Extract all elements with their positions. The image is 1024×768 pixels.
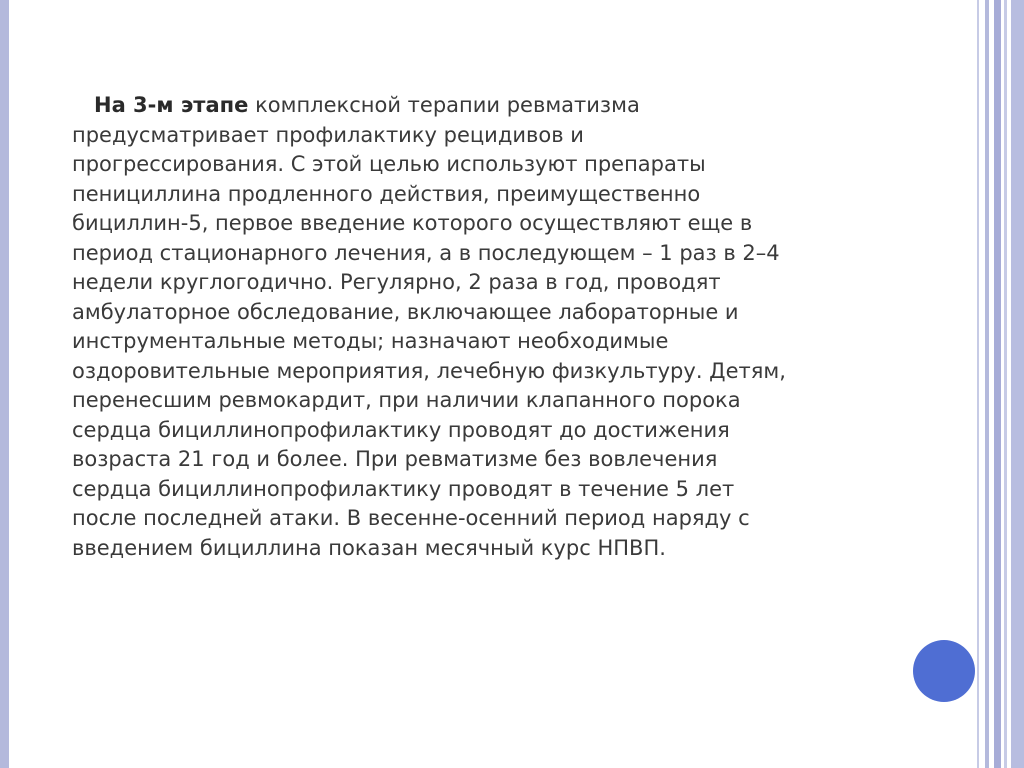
- right-decorative-bar: [985, 0, 989, 768]
- slide-body-text: [72, 91, 902, 563]
- right-decorative-bar: [1004, 0, 1007, 768]
- right-decorative-bar: [977, 0, 979, 768]
- right-decorative-bar: [1011, 0, 1024, 768]
- paragraph-text: комплексной терапии ревматизма предусматривает профилактику рецидивов и прогрессирования. С этой целью используют препараты пенициллина продленного действия, преимущественно бициллин-5, первое введение которого осуществляют еще в период стационарного лечения, а в последующем – 1 раз в 2–4 недели круглогодично. Регулярно, 2 раза в год, проводят амбулаторное обследование, включающее лабораторные и инструментальные методы; назначают необходимые оздоровительные мероприятия, лечебную физкультуру. Детям, перенесшим ревмокардит, при наличии клапанного порока сердца бициллинопрофилактику проводят до достижения возраста 21 год и более. При ревматизме без вовлечения сердца бициллинопрофилактику проводят в течение 5 лет после последней атаки. В весенне-осенний период наряду с введением бициллина показан месячный курс НПВП.: [72, 93, 786, 560]
- left-decorative-bar: [0, 0, 9, 768]
- decorative-circle: [913, 640, 975, 702]
- lead-bold-text: На 3-м этапе: [94, 93, 249, 117]
- right-decorative-bar: [994, 0, 1001, 768]
